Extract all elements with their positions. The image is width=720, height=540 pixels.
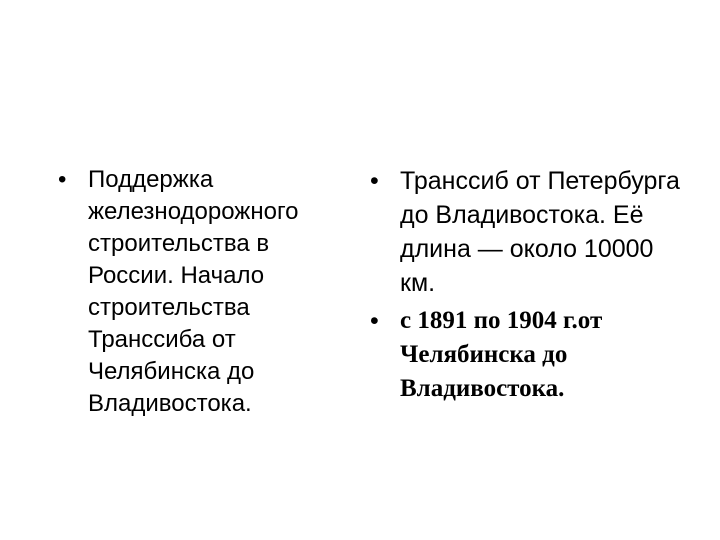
- bullet-icon: •: [58, 166, 67, 193]
- bullet-icon: •: [370, 307, 379, 335]
- right-column: [370, 164, 680, 406]
- left-column: [58, 164, 328, 420]
- left-bullet-item: [58, 164, 328, 420]
- right-bullet-text-bold: с 1891 по 1904 г.от Челябинска до Владивостока.: [400, 307, 603, 402]
- right-bullet-text: Транссиб от Петербурга до Владивостока. Её длина — около 10000 км.: [400, 167, 680, 297]
- right-bullet-item-bold: [370, 304, 680, 406]
- left-bullet-list: [58, 164, 328, 420]
- right-bullet-list: [370, 164, 680, 406]
- left-bullet-text: Поддержка железнодорожного строительства в России. Начало строительства Транссиба от Челябинска до Владивостока.: [88, 166, 299, 417]
- bullet-icon: •: [370, 167, 379, 195]
- right-bullet-item: [370, 164, 680, 300]
